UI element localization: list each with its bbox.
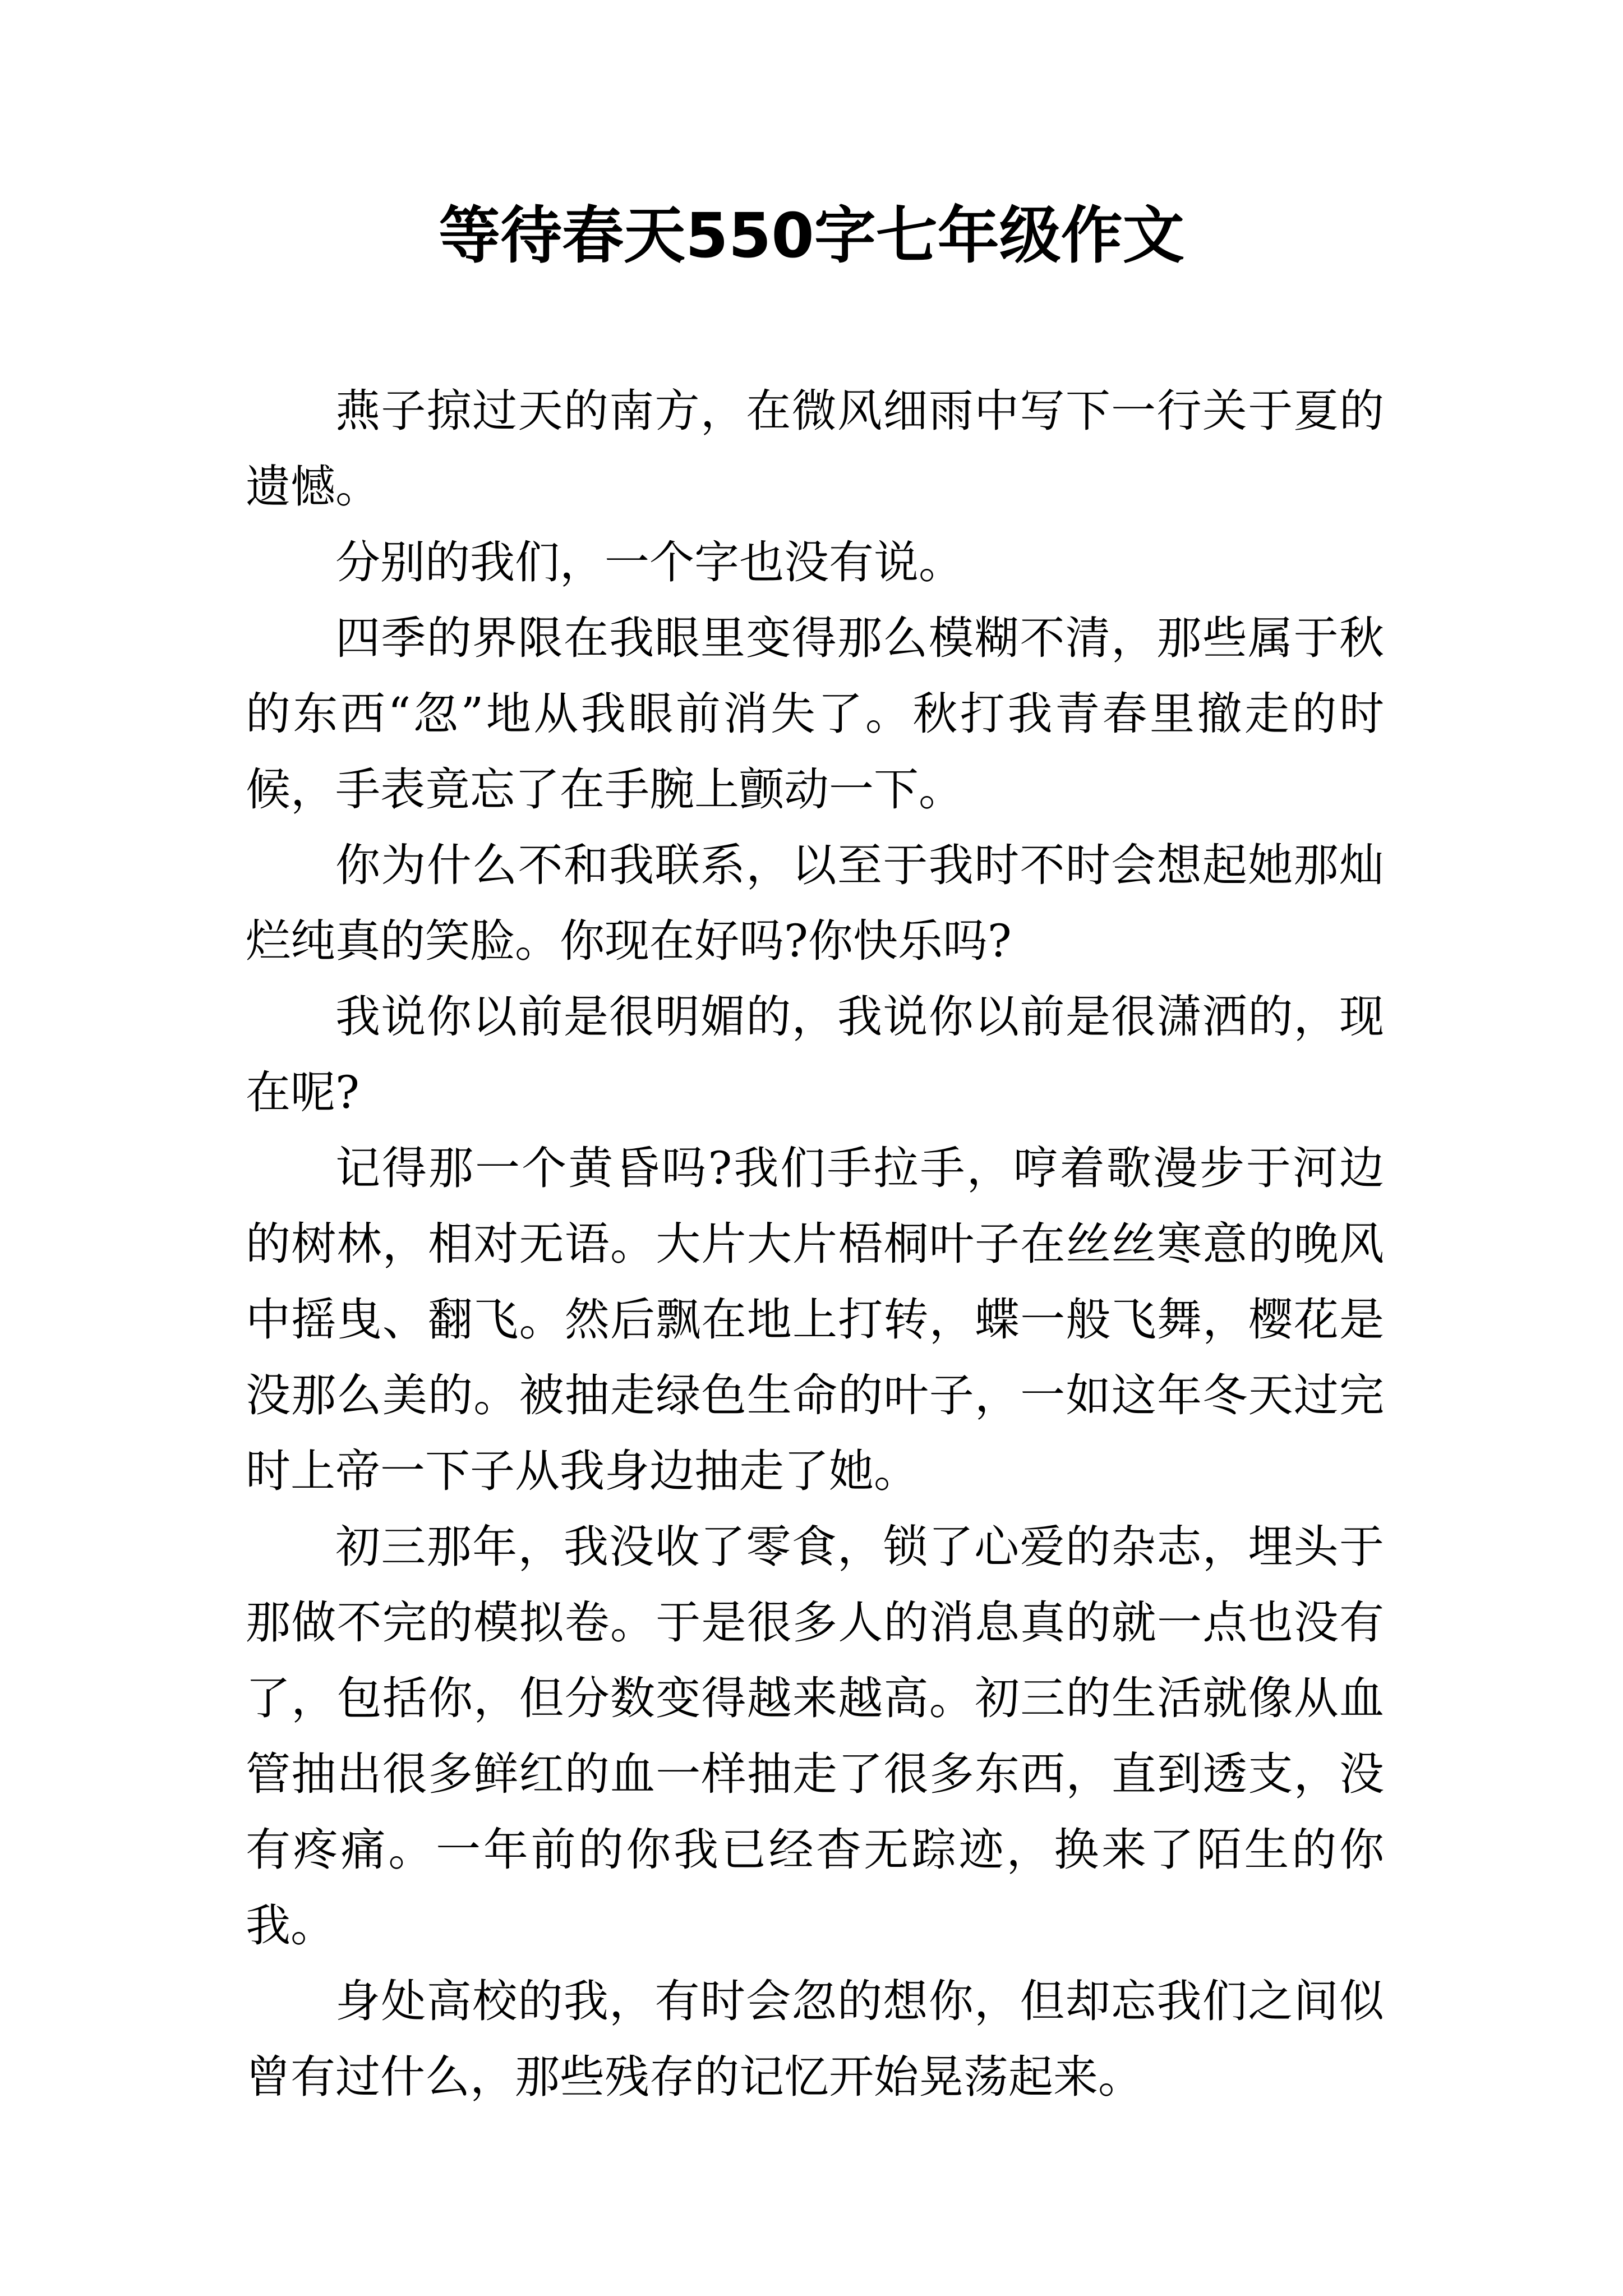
paragraph: 身处高校的我，有时会忽的想你，但却忘我们之间似曾有过什么，那些残存的记忆开始晃荡起来。 xyxy=(246,1975,1384,2103)
document-title: 等待春天550字七年级作文 xyxy=(439,200,1184,272)
document-body xyxy=(246,373,1384,2115)
paragraph: 分别的我们，一个字也没有说。 xyxy=(335,536,963,588)
paragraph: 记得那一个黄昏吗?我们手拉手，哼着歌漫步于河边的树林，相对无语。大片大片梧桐叶子在丝丝寒意的晚风中摇曳、翻飞。然后飘在地上打转，蝶一般飞舞，樱花是没那么美的。被抽走绿色生命的叶子，一如这年冬天过完时上帝一下子从我身边抽走了她。 xyxy=(246,1142,1384,1497)
paragraph: 你为什么不和我联系，以至于我时不时会想起她那灿烂纯真的笑脸。你现在好吗?你快乐吗? xyxy=(246,839,1384,967)
paragraph: 初三那年，我没收了零食，锁了心爱的杂志，埋头于那做不完的模拟卷。于是很多人的消息真的就一点也没有了，包括你，但分数变得越来越高。初三的生活就像从血管抽出很多鲜红的血一样抽走了很多东西，直到透支，没有疼痛。一年前的你我已经杳无踪迹，换来了陌生的你我。 xyxy=(246,1521,1384,1952)
paragraph: 四季的界限在我眼里变得那么模糊不清，那些属于秋的东西“忽”地从我眼前消失了。秋打我青春里撤走的时候，手表竟忘了在手腕上颤动一下。 xyxy=(246,612,1384,816)
paragraph: 我说你以前是很明媚的，我说你以前是很潇洒的，现在呢? xyxy=(246,991,1384,1119)
paragraph: 燕子掠过天的南方，在微风细雨中写下一行关于夏的遗憾。 xyxy=(246,385,1384,513)
